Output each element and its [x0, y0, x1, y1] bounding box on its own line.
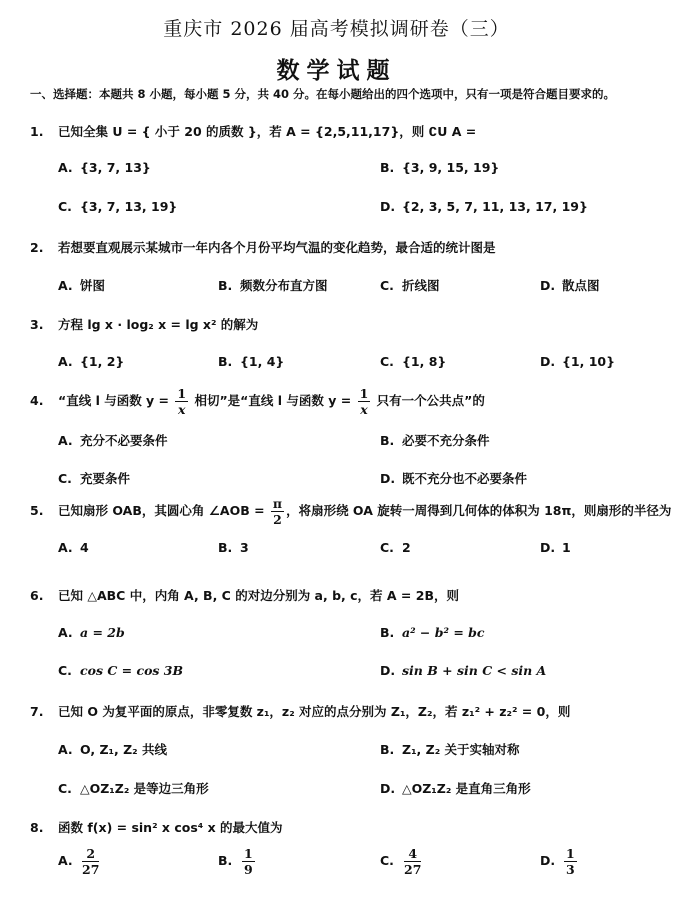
fraction-1-over-x: $\frac{1}{x}$	[177, 386, 187, 417]
question-7-stem: 7. 已知 O 为复平面的原点，非零复数 z₁，z₂ 对应的点分别为 Z₁，Z₂，若 z₁² + z₂² = 0，则	[30, 704, 571, 719]
question-8-option-a: A. $\frac{2}{27}$	[58, 846, 100, 877]
question-4-option-b: B. 必要不充分条件	[380, 433, 490, 448]
question-8-stem: 8. 函数 f(x) = sin² x cos⁴ x 的最大值为	[30, 820, 283, 835]
question-5-option-c: C. 2	[380, 540, 411, 555]
question-6-stem: 6. 已知 △ABC 中，内角 A, B, C 的对边分别为 a, b, c，若 A = 2B，则	[30, 588, 459, 603]
question-6-option-b: B. a² − b² = bc	[380, 625, 485, 640]
question-8-option-b: B. $\frac{1}{9}$	[218, 846, 253, 877]
question-7-option-d: D. △OZ₁Z₂ 是直角三角形	[380, 781, 531, 796]
question-7-option-a: A. O, Z₁, Z₂ 共线	[58, 742, 167, 757]
exam-title: 重庆市 2026 届高考模拟调研卷（三）	[163, 18, 510, 40]
question-1-stem: 1. 已知全集 U = { 小于 20 的质数 }，若 A = {2,5,11,17}，则 ∁U A =	[30, 124, 477, 139]
question-1-option-c: C. {3, 7, 13, 19}	[58, 199, 178, 214]
question-5-option-b: B. 3	[218, 540, 249, 555]
question-3-stem: 3. 方程 lg x · log₂ x = lg x² 的解为	[30, 317, 259, 332]
question-5-stem: 5. 已知扇形 OAB，其圆心角 ∠AOB = $\frac{\pi}{2}$ ，将扇形绕 OA 旋转一周得到几何体的体积为 18π，则扇形的半径为	[30, 496, 672, 527]
fraction-pi-over-2: $\frac{\pi}{2}$	[272, 496, 283, 527]
question-6-option-c: C. cos C = cos 3B	[58, 663, 184, 678]
question-6-option-d: D. sin B + sin C < sin A	[380, 663, 547, 678]
question-3-option-a: A. {1, 2}	[58, 354, 125, 369]
question-4-option-d: D. 既不充分也不必要条件	[380, 471, 528, 486]
subject-title: 数学试题	[276, 57, 397, 84]
question-5-option-a: A. 4	[58, 540, 89, 555]
question-7-option-b: B. Z₁, Z₂ 关于实轴对称	[380, 742, 520, 757]
question-3-option-b: B. {1, 4}	[218, 354, 285, 369]
question-2-option-b: B. 频数分布直方图	[218, 278, 328, 293]
fraction-1-over-x: $\frac{1}{x}$	[359, 386, 369, 417]
question-1-option-d: D. {2, 3, 5, 7, 11, 13, 17, 19}	[380, 199, 588, 214]
bottom-fade	[0, 883, 673, 921]
section-instructions: 一、选择题：本题共 8 小题，每小题 5 分，共 40 分。在每小题给出的四个选项中，只有一项是符合题目要求的。	[30, 87, 616, 101]
question-3-option-c: C. {1, 8}	[380, 354, 447, 369]
question-5-option-d: D. 1	[540, 540, 571, 555]
question-2-stem: 2. 若想要直观展示某城市一年内各个月份平均气温的变化趋势，最合适的统计图是	[30, 240, 496, 255]
question-2-option-a: A. 饼图	[58, 278, 106, 293]
question-4-stem: 4. “直线 l 与函数 y = $\frac{1}{x}$ 相切”是“直线 l 与函数 y = $\frac{1}{x}$ 只有一个公共点”的	[30, 386, 485, 417]
question-4-option-c: C. 充要条件	[58, 471, 131, 486]
question-2-option-c: C. 折线图	[380, 278, 440, 293]
question-8-option-d: D. $\frac{1}{3}$	[540, 846, 575, 877]
question-8-option-c: C. $\frac{4}{27}$	[380, 846, 422, 877]
question-6-option-a: A. a = 2b	[58, 625, 125, 640]
question-4-option-a: A. 充分不必要条件	[58, 433, 168, 448]
question-1-option-b: B. {3, 9, 15, 19}	[380, 160, 500, 175]
question-7-option-c: C. △OZ₁Z₂ 是等边三角形	[58, 781, 209, 796]
question-3-option-d: D. {1, 10}	[540, 354, 615, 369]
question-2-option-d: D. 散点图	[540, 278, 600, 293]
question-1-option-a: A. {3, 7, 13}	[58, 160, 151, 175]
